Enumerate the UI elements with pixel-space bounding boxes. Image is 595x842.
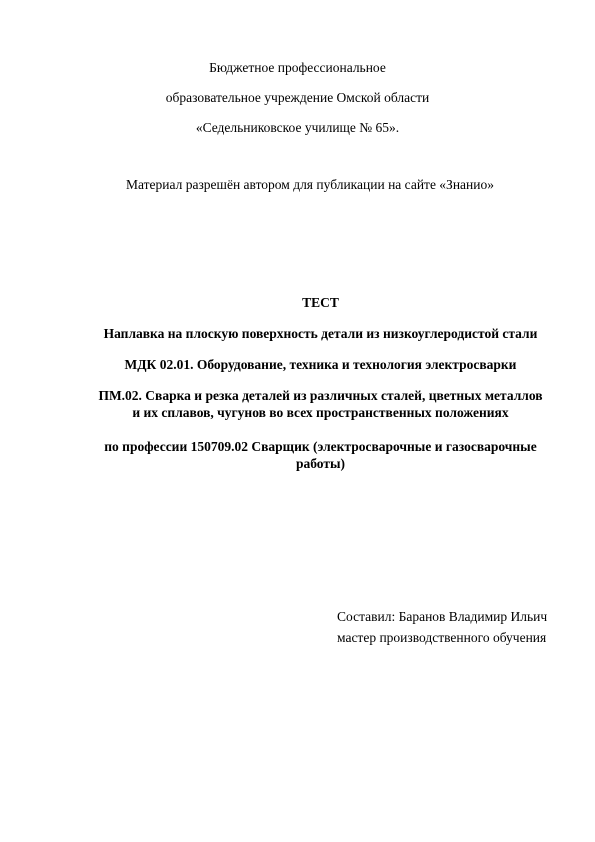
institution-line-3: «Седельниковское училище № 65». — [195, 120, 400, 135]
institution-line-2: образовательное учреждение Омской области — [165, 90, 430, 105]
pm-line-2: и их сплавов, чугунов во всех пространственных положениях — [132, 405, 509, 420]
permission-note: Материал разрешён автором для публикации на сайте «Знанио» — [126, 177, 494, 192]
pm-line-1: ПМ.02. Сварка и резка деталей из различных сталей, цветных металлов — [98, 388, 543, 403]
mdk-line: МДК 02.01. Оборудование, техника и технология электросварки — [124, 357, 517, 372]
author-name: Составил: Баранов Владимир Ильич — [337, 609, 548, 624]
institution-line-1: Бюджетное профессиональное — [209, 60, 386, 75]
test-label: ТЕСТ — [302, 295, 339, 310]
author-block — [337, 606, 547, 648]
profession-line-2: работы) — [295, 456, 346, 471]
author-position: мастер производственного обучения — [337, 630, 547, 645]
test-topic: Наплавка на плоскую поверхность детали из низкоуглеродистой стали — [103, 326, 538, 341]
profession-line-1: по профессии 150709.02 Сварщик (электросварочные и газосварочные — [104, 439, 537, 454]
